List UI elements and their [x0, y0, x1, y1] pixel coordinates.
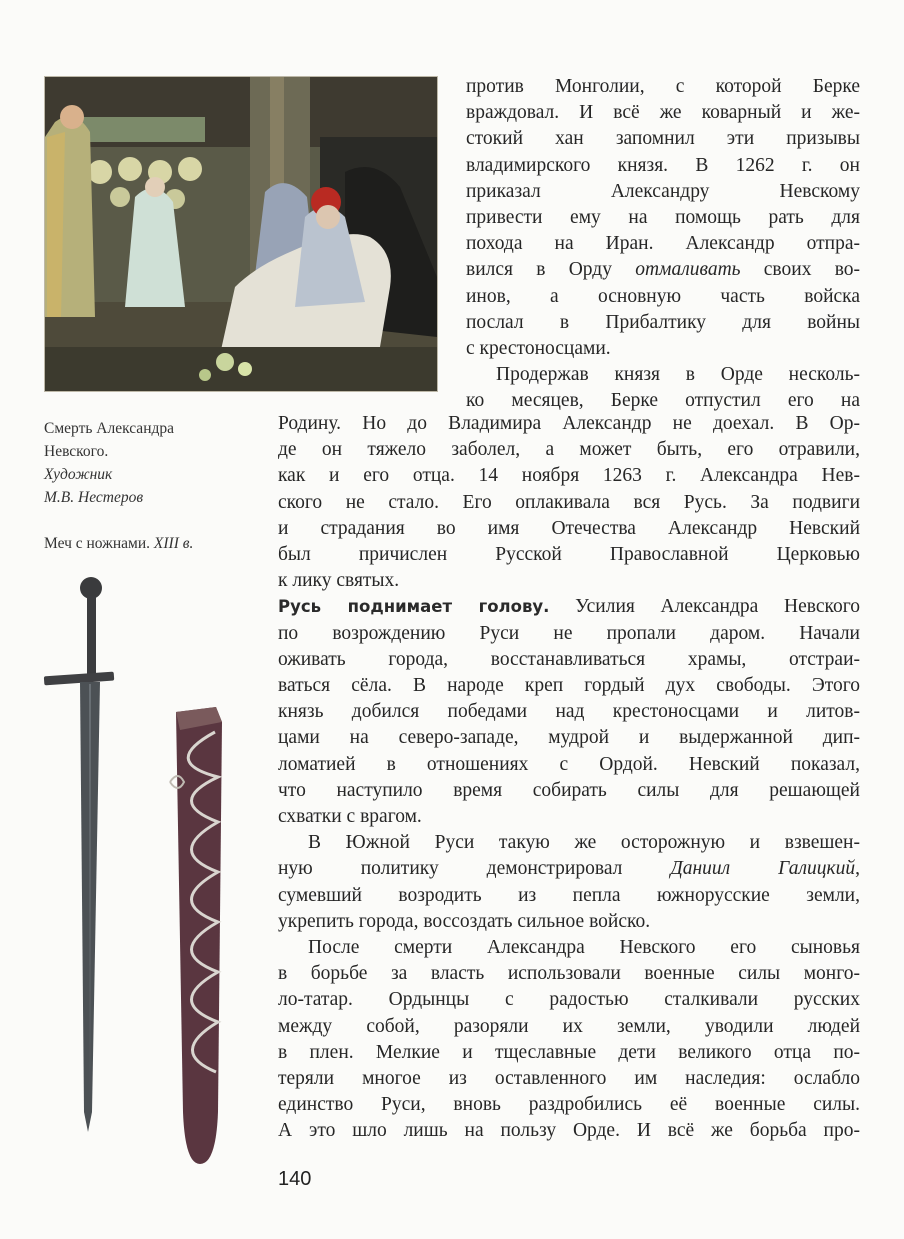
text-line: теряли многое из оставленного им наследия: ослабло: [278, 1068, 860, 1090]
text-line: ко месяцев, Берке отпустил его на: [466, 390, 860, 412]
text-line: в борьбе за власть использовали военные силы монго-: [278, 963, 860, 985]
sword-caption-century: XIII в.: [153, 535, 194, 552]
text-line: [278, 594, 860, 620]
scabbard-icon: [170, 707, 222, 1164]
text-run: ,: [855, 858, 860, 880]
text-line: послал в Прибалтику для войны: [466, 311, 860, 333]
text-line: После смерти Александра Невского его сыновья: [308, 937, 860, 959]
paragraph: [278, 830, 860, 935]
text-line: как и его отца. 14 ноября 1263 г. Александра Нев-: [278, 465, 860, 487]
text-line: между собой, разоряли их земли, уводили людей: [278, 1015, 860, 1037]
text-line: Продержав князя в Орде несколь-: [496, 364, 860, 386]
painting-death-of-nevsky: [44, 76, 438, 392]
text-line: В Южной Руси такую же осторожную и взвешен-: [308, 832, 860, 854]
text-line: что наступило время собирать силы для решающей: [278, 779, 860, 801]
paragraph-continued: [278, 411, 860, 594]
text-line: ского не стало. Его оплакивала вся Русь. За подвиги: [278, 491, 860, 513]
text-line: единство Руси, вновь раздробились её военные силы.: [278, 1094, 860, 1116]
paragraph: [278, 935, 860, 1145]
sword-and-scabbard-illustration: [40, 572, 260, 1172]
text-line: к лику святых.: [278, 570, 400, 592]
text-line: князь добился победами над крестоносцами и литов-: [278, 701, 860, 723]
text-run: Усилия Александра Невского: [549, 596, 860, 618]
section-heading: Русь поднимает голову.: [278, 597, 550, 617]
sword-caption: [44, 532, 264, 555]
text-line: укрепить города, воссоздать сильное войско.: [278, 910, 651, 932]
sword-icon: [44, 577, 114, 1132]
text-line: сумевший возродить из пепла южнорусские земли,: [278, 884, 860, 906]
text-run: ную политику демонстрировал: [278, 858, 671, 880]
paragraph: [278, 594, 860, 830]
text-line: по возрождению Руси не пропали даром. Начали: [278, 622, 860, 644]
text-line: привести ему на помощь рать для: [466, 207, 860, 229]
sword-caption-text: Меч с ножнами.: [44, 535, 151, 552]
text-line: стокий хан запомнил эти призывы: [466, 128, 860, 150]
text-line: Родину. Но до Владимира Александр не доехал. В Ор-: [278, 413, 860, 434]
text-line: инов, а основную часть войска: [466, 285, 860, 307]
text-line: [278, 856, 860, 882]
text-line: был причислен Русской Православной Церковью: [278, 544, 860, 566]
text-line: с крестоносцами.: [466, 338, 611, 360]
text-run: своих во-: [740, 259, 861, 281]
text-line: схватки с врагом.: [278, 806, 422, 828]
caption-line: Невского.: [44, 443, 109, 460]
text-line: цами на северо-западе, мудрой и выдержанной дип-: [278, 727, 860, 749]
text-line: приказал Александру Невскому: [466, 180, 860, 202]
caption-line: Смерть Александра: [44, 420, 175, 437]
text-line: А это шло лишь на пользу Орде. И всё же борьба про-: [278, 1120, 860, 1142]
text-run: вился в Орду: [466, 259, 636, 281]
text-column-wide: [278, 411, 860, 1145]
paragraph: [466, 362, 860, 414]
text-line: и страдания во имя Отечества Александр Невский: [278, 517, 860, 539]
paragraph-continued: [466, 74, 860, 362]
text-line: ло-татар. Ордынцы с радостью сталкивали русских: [278, 989, 860, 1011]
painting-illustration: [45, 77, 437, 391]
caption-artist-name: М.В. Нестеров: [44, 489, 144, 506]
text-line: похода на Иран. Александр отпра-: [466, 233, 860, 255]
text-line: ломатией в отношениях с Ордой. Невский показал,: [278, 753, 860, 775]
text-line: против Монголии, с которой Берке: [466, 76, 860, 97]
text-column-narrow: [466, 74, 860, 415]
text-line: де он тяжело заболел, а может быть, его отравили,: [278, 439, 860, 461]
text-line: [466, 257, 860, 283]
text-line: оживать города, восстанавливаться храмы, отстраи-: [278, 648, 860, 670]
page-number: 140: [278, 1168, 312, 1190]
text-line: враждовал. И всё же коварный и же-: [466, 102, 860, 124]
person-name-italic: Даниил Галицкий: [670, 858, 856, 880]
text-line: владимирского князя. В 1262 г. он: [466, 154, 860, 176]
term-italic: отмаливать: [635, 259, 741, 281]
painting-caption: [44, 417, 264, 509]
text-line: ваться сёла. В народе креп гордый дух свободы. Этого: [278, 675, 860, 697]
text-line: в плен. Мелкие и тщеславные дети великого отца по-: [278, 1041, 860, 1063]
caption-artist-label: Художник: [44, 466, 113, 483]
